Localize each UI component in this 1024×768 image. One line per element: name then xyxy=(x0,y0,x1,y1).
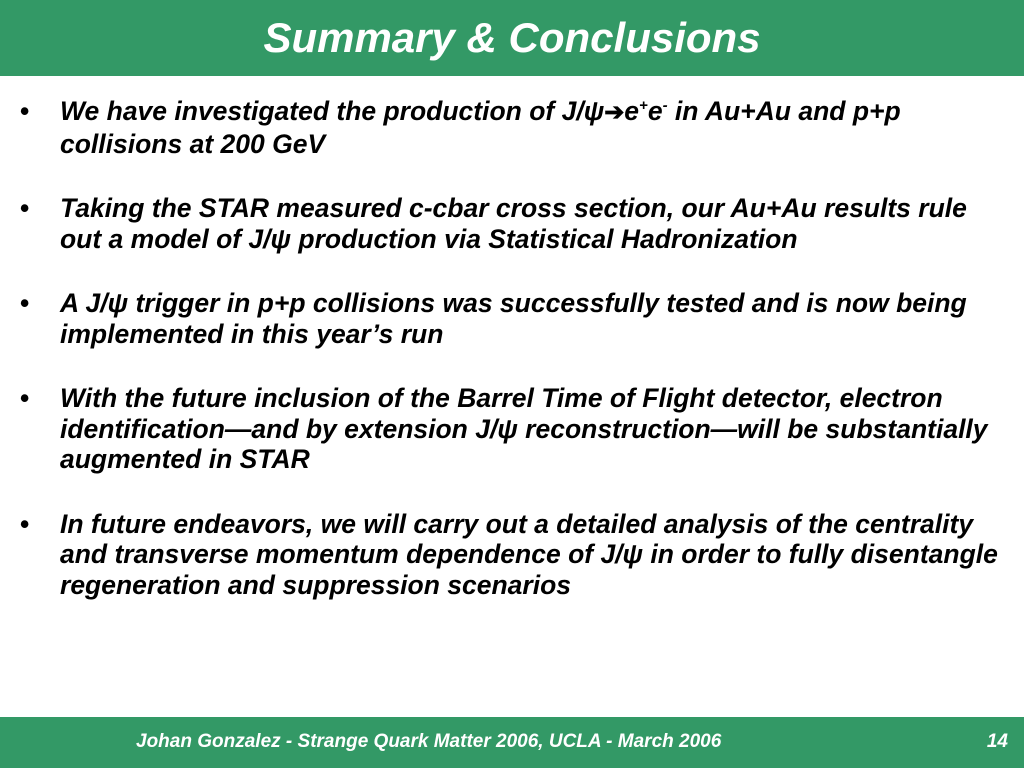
bullet-1-text: We have investigated the production of J/ψ xyxy=(60,96,605,126)
bullet-item-3 xyxy=(18,288,1008,349)
bullet-1-text-end: in Au+Au and p+p collisions at 200 GeV xyxy=(60,96,901,159)
title-bar xyxy=(0,0,1024,76)
bullet-item-5 xyxy=(18,509,1008,601)
bullet-list xyxy=(18,96,1008,634)
bullet-point-icon: • xyxy=(20,383,30,413)
bullet-4-text: With the future inclusion of the Barrel Time of Flight detector, electron identification—and by extension J/ψ reconstruction—will be substantially augmented in STAR xyxy=(60,383,988,474)
right-arrow-icon: ➔ xyxy=(604,99,625,126)
slide-title: Summary & Conclusions xyxy=(263,14,761,61)
bullet-item-1 xyxy=(18,96,1008,159)
footer-bar xyxy=(0,717,1024,768)
bullet-item-4 xyxy=(18,383,1008,475)
bullet-point-icon: • xyxy=(20,288,30,318)
bullet-3-text: A J/ψ trigger in p+p collisions was successfully tested and is now being implemented in this year’s run xyxy=(60,288,967,349)
electron-symbol: e xyxy=(624,96,640,126)
bullet-item-2 xyxy=(18,193,1008,254)
bullet-point-icon: • xyxy=(20,96,30,126)
negative-charge-superscript: - xyxy=(662,97,668,114)
page-number: 14 xyxy=(986,731,1008,752)
footer-text: Johan Gonzalez - Strange Quark Matter 2006, UCLA - March 2006 xyxy=(136,731,722,752)
bullet-2-text: Taking the STAR measured c-cbar cross section, our Au+Au results rule out a model of J/ψ production via Statistical Hadronization xyxy=(60,193,967,254)
bullet-point-icon: • xyxy=(20,508,30,539)
positive-charge-superscript: + xyxy=(639,97,648,114)
bullet-5-text: In future endeavors, we will carry out a detailed analysis of the centrality and transverse momentum dependence of J/ψ in order to fully disentangle regeneration and suppression scenarios xyxy=(60,508,998,600)
electron-symbol: e xyxy=(647,96,663,126)
bullet-point-icon: • xyxy=(20,193,30,223)
